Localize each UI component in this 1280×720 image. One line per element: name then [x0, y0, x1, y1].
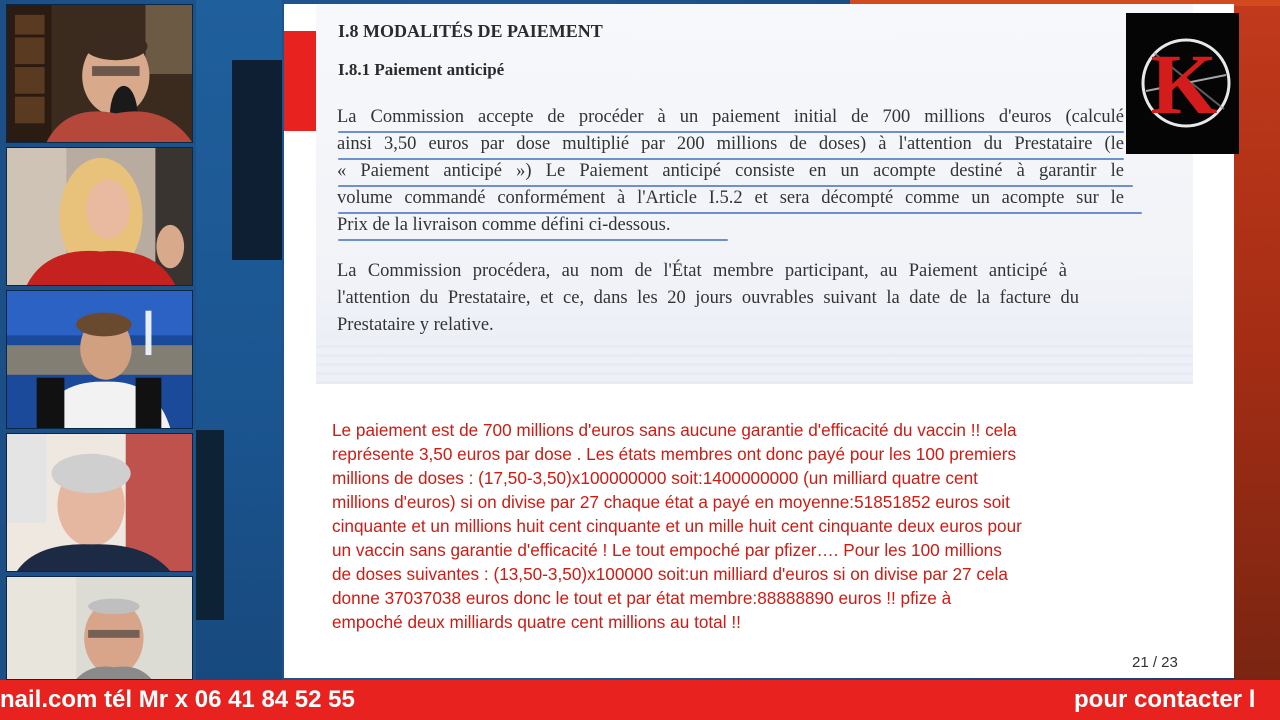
background-right-edge	[1234, 0, 1280, 680]
paragraph-line: ainsi 3,50 euros par dose multiplié par 200 millions de doses) à l'attention du Prestataire (le	[337, 134, 1124, 154]
participant-video-5[interactable]	[6, 576, 193, 680]
commentary-line: donne 37037038 euros donc le tout et par état membre:88888890 euros !! pfize à	[332, 588, 952, 608]
handwritten-underline	[338, 131, 1124, 133]
paragraph-line: Prix de la livraison comme défini ci-dessous.	[337, 215, 671, 235]
document-subheading: I.8.1 Paiement anticipé	[338, 60, 505, 79]
scanned-document-faded-text	[316, 342, 1193, 384]
commentary-line: cinquante et un millions huit cent cinquante et un mille huit cent cinquante deux euros pour	[332, 516, 1022, 536]
participant-video-3[interactable]	[6, 290, 193, 429]
participant-video-2[interactable]	[6, 147, 193, 286]
handwritten-underline	[338, 185, 1133, 187]
commentary-line: millions de doses : (17,50-3,50)x100000000 soit:1400000000 (un milliard quatre cent	[332, 468, 978, 488]
participant-video-4[interactable]	[6, 433, 193, 572]
document-paragraph-2	[337, 258, 1124, 339]
background-strip	[196, 430, 224, 620]
handwritten-underline	[338, 212, 1142, 214]
commentary-line: un vaccin sans garantie d'efficacité ! Le tout empoché par pfizer…. Pour les 100 millions	[332, 540, 1002, 560]
handwritten-underline	[338, 239, 728, 241]
handwritten-underline	[338, 158, 1124, 160]
contact-ticker	[0, 680, 1280, 720]
commentary-line: millions d'euros) si on divise par 27 chaque état a payé en moyenne:51851852 euros soit	[332, 492, 1010, 512]
ticker-text-right: pour contacter l	[1074, 686, 1256, 713]
paragraph-line: volume commandé conformément à l'Article I.5.2 et sera décompté comme un acompte sur le	[337, 188, 1124, 208]
paragraph-line: La Commission procédera, au nom de l'État membre participant, au Paiement anticipé à	[337, 261, 1067, 281]
document-heading: I.8 MODALITÉS DE PAIEMENT	[338, 21, 603, 41]
participant-video-1[interactable]	[6, 4, 193, 143]
slide-red-marker	[284, 31, 317, 131]
ticker-text-left: nail.com tél Mr x 06 41 84 52 55	[0, 686, 355, 713]
presentation-slide	[284, 4, 1234, 678]
commentary-line: de doses suivantes : (13,50-3,50)x100000 soit:un milliard d'euros si on divise par 27 cela	[332, 564, 1008, 584]
background-strip	[232, 60, 282, 260]
commentary-line: représente 3,50 euros par dose . Les états membres ont donc payé pour les 100 premiers	[332, 444, 1017, 464]
paragraph-line: « Paiement anticipé ») Le Paiement anticipé consiste en un acompte destiné à garantir le	[337, 161, 1124, 181]
commentary-line: Le paiement est de 700 millions d'euros sans aucune garantie d'efficacité du vaccin !! cela	[332, 420, 1017, 440]
paragraph-line: Prestataire y relative.	[337, 315, 494, 335]
paragraph-line: l'attention du Prestataire, et ce, dans les 20 jours ouvrables suivant la date de la facture du	[337, 288, 1079, 308]
channel-logo-letter: K	[1150, 36, 1218, 132]
commentary-line: empoché deux milliards quatre cent millions au total !!	[332, 612, 741, 632]
channel-logo	[1126, 13, 1239, 154]
red-commentary	[332, 418, 1204, 634]
paragraph-line: La Commission accepte de procéder à un paiement initial de 700 millions d'euros (calculé	[337, 107, 1124, 127]
slide-page-number: 21 / 23	[1132, 654, 1178, 671]
document-paragraph-1	[337, 104, 1124, 239]
